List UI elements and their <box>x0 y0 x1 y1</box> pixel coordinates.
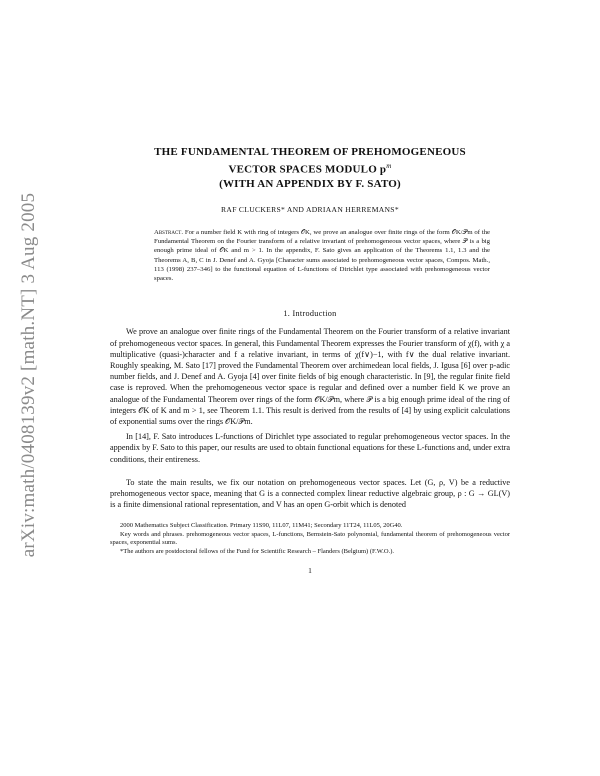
abstract-label: Abstract. <box>154 228 184 236</box>
intro-paragraph-2: In [14], F. Sato introduces L-functions of Dirichlet type associated to regular prehomogeneous vector spaces. In the appendix by F. Sato to this paper, our results are used to obtain functional equations for these L-functions and, under extra conditions, their entireness. <box>110 432 510 464</box>
footnote-funding: *The authors are postdoctoral fellows of the Fund for Scientific Research – Flanders (Belgium) (F.W.O.). <box>120 547 394 555</box>
footnote-keywords: Key words and phrases. prehomogeneous vector spaces, L-functions, Bernstein-Sato polynomial, fundamental theorem of prehomogeneous vector spaces, exponential sums. <box>110 530 510 547</box>
page-number: 1 <box>308 566 312 576</box>
footnotes <box>110 522 510 556</box>
section-heading: 1. Introduction <box>283 309 337 319</box>
title-line-2: VECTOR SPACES MODULO $p^m$ <box>228 162 392 176</box>
title-line-1: THE FUNDAMENTAL THEOREM OF PREHOMOGENEOUS <box>154 146 466 158</box>
arxiv-id: arXiv:math/0408139v2 [math.NT] 3 Aug 2005 <box>18 192 39 558</box>
paper-page <box>110 145 510 575</box>
intro-paragraph-3: To state the main results, we fix our notation on prehomogeneous vector spaces. Let (G, ρ, V) be a reductive prehomogeneous vector space, meaning that G is a connected complex linear reductive algebraic group, ρ : G → GL(V) is a finite dimensional rational representation, and V has an open G-orbit which is denoted <box>110 477 510 510</box>
intro-paragraph-1: We prove an analogue over finite rings of the Fundamental Theorem on the Fourier transform of a relative invariant of prehomogeneous vector spaces. In general, this Fundamental Theorem expresses the Fourier transform of χ(f), with χ a multiplicative (quasi-)character and f a relative invariant, in terms of χ(f∨)−1, with f∨ the dual relative invariant. Roughly speaking, M. Sato [17] proved the Fundamental Theorem over archimedean local fields, J. Igusa [6] over p-adic number fields, and J. Denef and A. Gyoja [4] over finite fields of big enough characteristic. In [9], the regular finite field case is reproved. When the prehomogeneous vector space is regular and defined over a number field K we prove an analogue of the Fundamental Theorem over rings of the form 𝒪K/𝒫m, where 𝒫 is a big enough prime ideal of the ring of integers 𝒪K of K and m > 1, see Theorem 1.1. This result is derived from the results of [4] by using explicit calculations of exponential sums over the rings 𝒪K/𝒫m. <box>110 327 510 427</box>
paper-title <box>110 145 510 191</box>
author-list: RAF CLUCKERS* AND ADRIAAN HERREMANS* <box>221 204 399 214</box>
abstract-text: For a number field K with ring of integers 𝒪K, we prove an analogue over finite rings of the form 𝒪K/𝒫m of the Fundamental Theorem on the Fourier transform of a relative invariant of prehomogeneous vector spaces, where 𝒫 is a big enough prime ideal of 𝒪K and m > 1. In the appendix, F. Sato gives an application of the Theorems 1.1, 1.3 and the Theorems A, B, C in J. Denef and A. Gyoja [Character sums associated to prehomogeneous vector spaces, Compos. Math., 113 (1998) 237–346] to the functional equation of L-functions of Dirichlet type associated with prehomogeneous vector spaces. <box>154 228 491 283</box>
footnote-msc: 2000 Mathematics Subject Classification. Primary 11S90, 11L07, 11M41; Secondary 11T24, 11L05, 20G40. <box>120 522 403 530</box>
arxiv-sidebar-stamp <box>14 160 44 590</box>
abstract <box>154 228 490 284</box>
title-line-3: (WITH AN APPENDIX BY F. SATO) <box>219 177 401 190</box>
